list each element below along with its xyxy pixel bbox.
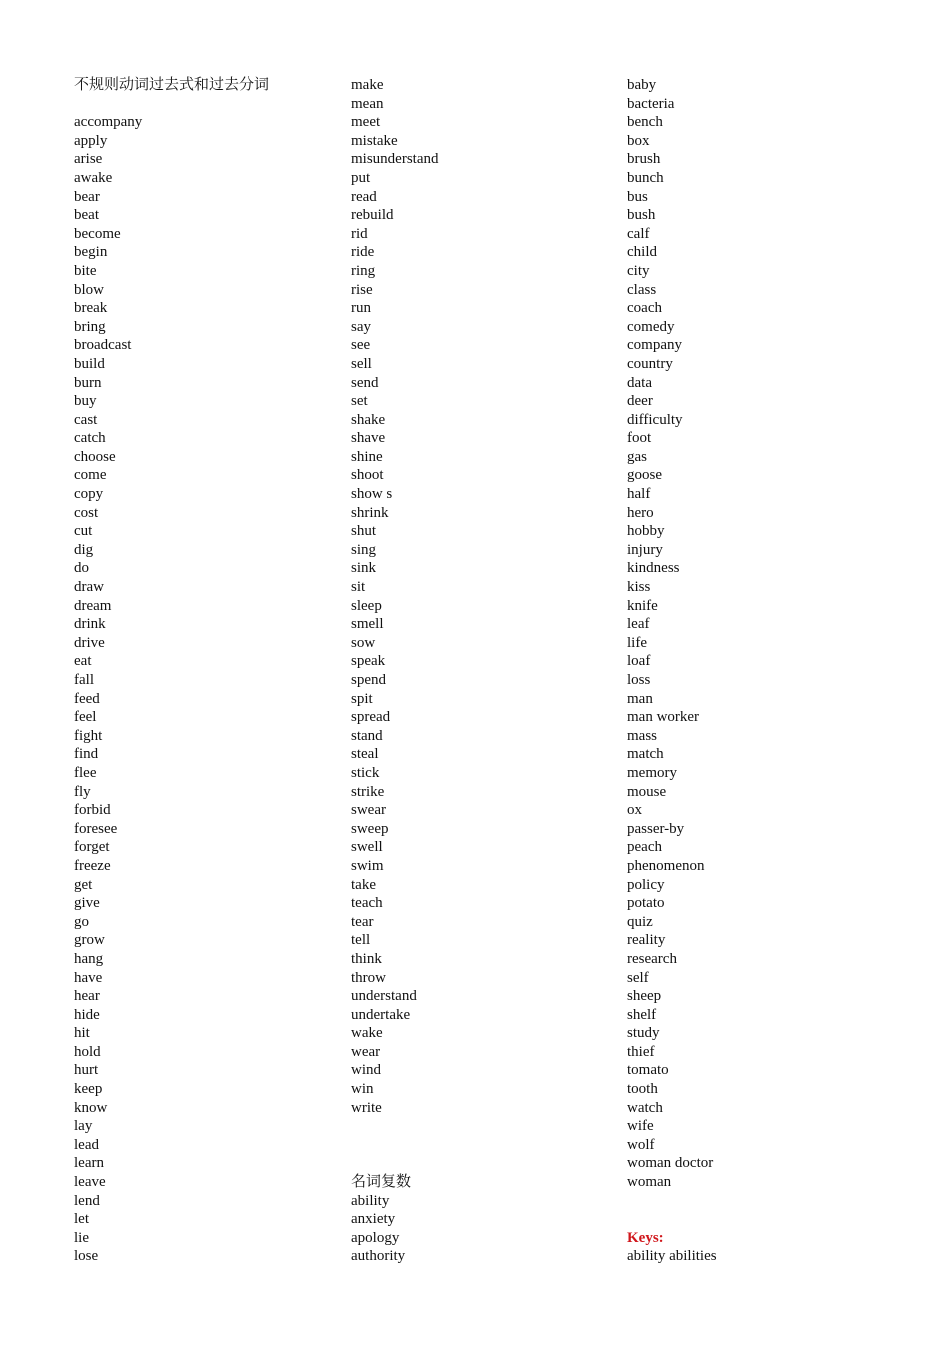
verb-list-continued: [351, 76, 611, 1117]
verb-item: fight: [74, 727, 103, 744]
verb-item: dig: [74, 541, 94, 558]
verb-item: dream: [74, 597, 112, 614]
noun-item: difficulty: [627, 411, 683, 428]
verb-item: throw: [351, 969, 386, 986]
verb-item: come: [74, 467, 107, 484]
noun-item: injury: [627, 541, 663, 558]
verb-item: swell: [351, 839, 383, 856]
noun-item: man: [627, 690, 653, 707]
verb-item: steal: [351, 746, 379, 763]
verb-item: smell: [351, 616, 384, 633]
verb-item: learn: [74, 1155, 104, 1172]
noun-item: self: [627, 969, 649, 986]
verb-item: send: [351, 374, 379, 391]
verb-item: leave: [74, 1174, 106, 1191]
noun-item: passer-by: [627, 820, 685, 837]
column-irregular-verbs: [74, 76, 334, 1266]
verb-item: accompany: [74, 114, 143, 131]
noun-item: ox: [627, 802, 642, 819]
verb-item: write: [351, 1099, 382, 1116]
noun-item: loaf: [627, 653, 651, 670]
verb-item: sing: [351, 541, 377, 558]
verb-item: sink: [351, 560, 377, 577]
noun-item: goose: [627, 467, 662, 484]
verb-item: sit: [351, 579, 366, 596]
verb-item: think: [351, 950, 382, 967]
verb-item: buy: [74, 393, 97, 410]
verb-item: understand: [351, 988, 417, 1005]
noun-item: anxiety: [351, 1211, 396, 1228]
verb-item: sow: [351, 634, 376, 651]
verb-item: stand: [351, 727, 383, 744]
verb-item: break: [74, 300, 108, 317]
noun-item: hero: [627, 504, 654, 521]
verb-item: copy: [74, 486, 104, 503]
noun-item: deer: [627, 393, 653, 410]
verb-item: mean: [351, 95, 384, 112]
verb-item: hit: [74, 1025, 90, 1042]
verb-item: put: [351, 169, 371, 186]
keys-answer: ability abilities: [627, 1248, 717, 1265]
column-nouns: [627, 76, 887, 1266]
verb-item: feed: [74, 690, 100, 707]
verb-item: do: [74, 560, 89, 577]
verb-item: cast: [74, 411, 98, 428]
verb-item: speak: [351, 653, 386, 670]
verb-item: meet: [351, 114, 381, 131]
verb-item: hurt: [74, 1062, 99, 1079]
column-verbs-and-plurals: [351, 76, 611, 1266]
verb-item: make: [351, 77, 384, 93]
noun-item: policy: [627, 876, 665, 893]
verb-item: shoot: [351, 467, 384, 484]
verb-item: shut: [351, 523, 377, 540]
verb-item: freeze: [74, 857, 111, 874]
verb-item: stick: [351, 764, 380, 781]
verb-item: swim: [351, 857, 384, 874]
verb-item: let: [74, 1211, 89, 1228]
verb-item: have: [74, 969, 103, 986]
noun-item: brush: [627, 151, 661, 168]
verb-item: wear: [351, 1043, 381, 1060]
verb-item: shake: [351, 411, 386, 428]
verb-item: beat: [74, 207, 99, 224]
verb-item: bite: [74, 262, 97, 279]
noun-item: comedy: [627, 318, 675, 335]
verb-item: fall: [74, 672, 94, 688]
verb-item: lose: [74, 1248, 99, 1265]
verb-item: arise: [74, 151, 103, 168]
verb-item: sell: [351, 355, 372, 372]
verb-item: feel: [74, 709, 97, 726]
spacer: [627, 1192, 887, 1211]
verb-item: draw: [74, 579, 104, 596]
verb-item: misunderstand: [351, 151, 439, 168]
noun-item: tooth: [627, 1081, 658, 1098]
verb-item: rebuild: [351, 207, 394, 224]
verb-item: undertake: [351, 1006, 411, 1023]
spacer: [351, 1117, 611, 1136]
verb-item: ride: [351, 244, 375, 261]
verb-item: say: [351, 318, 371, 335]
noun-item: bench: [627, 114, 663, 131]
noun-item: wolf: [627, 1136, 655, 1153]
keys-label: Keys:: [627, 1229, 664, 1246]
verb-item: wind: [351, 1062, 381, 1079]
verb-item: spread: [351, 709, 391, 726]
verb-item: show s: [351, 486, 393, 503]
noun-item: kindness: [627, 560, 680, 577]
noun-item: match: [627, 746, 664, 763]
verb-item: hold: [74, 1043, 101, 1060]
noun-item: woman: [627, 1174, 672, 1191]
noun-item: memory: [627, 764, 677, 781]
verb-item: flee: [74, 764, 97, 781]
verb-item: drive: [74, 634, 105, 651]
noun-list: [351, 1192, 611, 1266]
verb-item: apply: [74, 132, 108, 149]
noun-item: calf: [627, 225, 650, 242]
noun-item: hobby: [627, 523, 665, 540]
verb-item: run: [351, 300, 371, 317]
verb-item: rid: [351, 225, 368, 242]
noun-item: apology: [351, 1229, 400, 1246]
verb-item: get: [74, 876, 93, 893]
noun-item: man worker: [627, 709, 700, 726]
noun-item: bush: [627, 207, 656, 224]
verb-item: bear: [74, 188, 100, 205]
verb-item: lend: [74, 1192, 100, 1209]
noun-item: ability: [351, 1192, 390, 1209]
verb-item: choose: [74, 448, 116, 465]
verb-item: become: [74, 225, 121, 242]
verb-item: teach: [351, 895, 383, 912]
noun-item: thief: [627, 1043, 655, 1060]
verb-item: swear: [351, 802, 386, 819]
verb-item: sleep: [351, 597, 382, 614]
verb-item: spit: [351, 690, 373, 707]
spacer: [627, 1210, 887, 1229]
irregular-verbs-heading: 不规则动词过去式和过去分词: [74, 77, 270, 93]
verb-item: keep: [74, 1081, 103, 1098]
verb-item: hide: [74, 1006, 100, 1023]
verb-item: shave: [351, 430, 386, 447]
verb-item: cost: [74, 504, 99, 521]
noun-item: phenomenon: [627, 857, 705, 874]
noun-item: knife: [627, 597, 658, 614]
noun-item: potato: [627, 895, 665, 912]
noun-item: woman doctor: [627, 1155, 714, 1172]
verb-item: grow: [74, 932, 105, 949]
verb-item: eat: [74, 653, 92, 670]
verb-item: catch: [74, 430, 106, 447]
verb-item: begin: [74, 244, 108, 261]
verb-item: rise: [351, 281, 373, 298]
spacer: [351, 1154, 611, 1173]
verb-item: forbid: [74, 802, 111, 819]
verb-item: foresee: [74, 820, 118, 837]
verb-item: find: [74, 746, 99, 763]
noun-item: baby: [627, 77, 657, 93]
noun-item: company: [627, 337, 682, 354]
noun-plural-heading: 名词复数: [351, 1174, 412, 1191]
noun-item: shelf: [627, 1006, 657, 1023]
noun-item: watch: [627, 1099, 663, 1116]
verb-item: bring: [74, 318, 106, 335]
noun-item: gas: [627, 448, 647, 465]
noun-item: country: [627, 355, 673, 372]
verb-item: awake: [74, 169, 113, 186]
noun-item: bacteria: [627, 95, 675, 112]
spacer: [74, 95, 334, 114]
verb-item: lay: [74, 1118, 93, 1135]
verb-item: spend: [351, 672, 386, 688]
verb-item: lead: [74, 1136, 99, 1153]
verb-item: strike: [351, 783, 385, 800]
noun-item: bunch: [627, 169, 664, 186]
verb-item: mistake: [351, 132, 398, 149]
noun-item: bus: [627, 188, 648, 205]
noun-item: study: [627, 1025, 660, 1042]
verb-item: burn: [74, 374, 102, 391]
verb-item: shine: [351, 448, 383, 465]
noun-item: reality: [627, 932, 666, 949]
verb-item: sweep: [351, 820, 389, 837]
noun-item: loss: [627, 672, 651, 688]
verb-item: hang: [74, 950, 104, 967]
verb-item: drink: [74, 616, 106, 633]
spacer: [351, 1136, 611, 1155]
noun-item: class: [627, 281, 657, 298]
verb-item: fly: [74, 783, 91, 800]
verb-item: blow: [74, 281, 104, 298]
verb-item: shrink: [351, 504, 389, 521]
verb-item: wake: [351, 1025, 383, 1042]
noun-item: city: [627, 262, 650, 279]
noun-item: half: [627, 486, 651, 503]
noun-item: life: [627, 634, 647, 651]
verb-item: forget: [74, 839, 110, 856]
verb-item: set: [351, 393, 368, 410]
noun-item: authority: [351, 1248, 406, 1265]
noun-item: foot: [627, 430, 652, 447]
verb-item: hear: [74, 988, 100, 1005]
noun-item: sheep: [627, 988, 662, 1005]
noun-item: quiz: [627, 913, 653, 930]
noun-item: child: [627, 244, 657, 261]
verb-item: win: [351, 1081, 374, 1098]
verb-item: build: [74, 355, 105, 372]
noun-item: mouse: [627, 783, 667, 800]
verb-item: take: [351, 876, 376, 893]
noun-item: peach: [627, 839, 662, 856]
verb-item: see: [351, 337, 371, 354]
verb-item: cut: [74, 523, 93, 540]
verb-item: broadcast: [74, 337, 132, 354]
noun-item: research: [627, 950, 677, 967]
noun-item: data: [627, 374, 652, 391]
verb-item: tear: [351, 913, 374, 930]
verb-item: know: [74, 1099, 108, 1116]
verb-item: go: [74, 913, 89, 930]
verb-item: give: [74, 895, 100, 912]
verb-item: lie: [74, 1229, 89, 1246]
noun-list-continued: [627, 76, 887, 1192]
verb-item: read: [351, 188, 377, 205]
verb-item: tell: [351, 932, 371, 949]
noun-item: leaf: [627, 616, 650, 633]
noun-item: kiss: [627, 579, 651, 596]
noun-item: wife: [627, 1118, 654, 1135]
verb-list: [74, 113, 334, 1266]
noun-item: coach: [627, 300, 662, 317]
noun-item: box: [627, 132, 650, 149]
noun-item: mass: [627, 727, 657, 744]
verb-item: ring: [351, 262, 376, 279]
noun-item: tomato: [627, 1062, 669, 1079]
